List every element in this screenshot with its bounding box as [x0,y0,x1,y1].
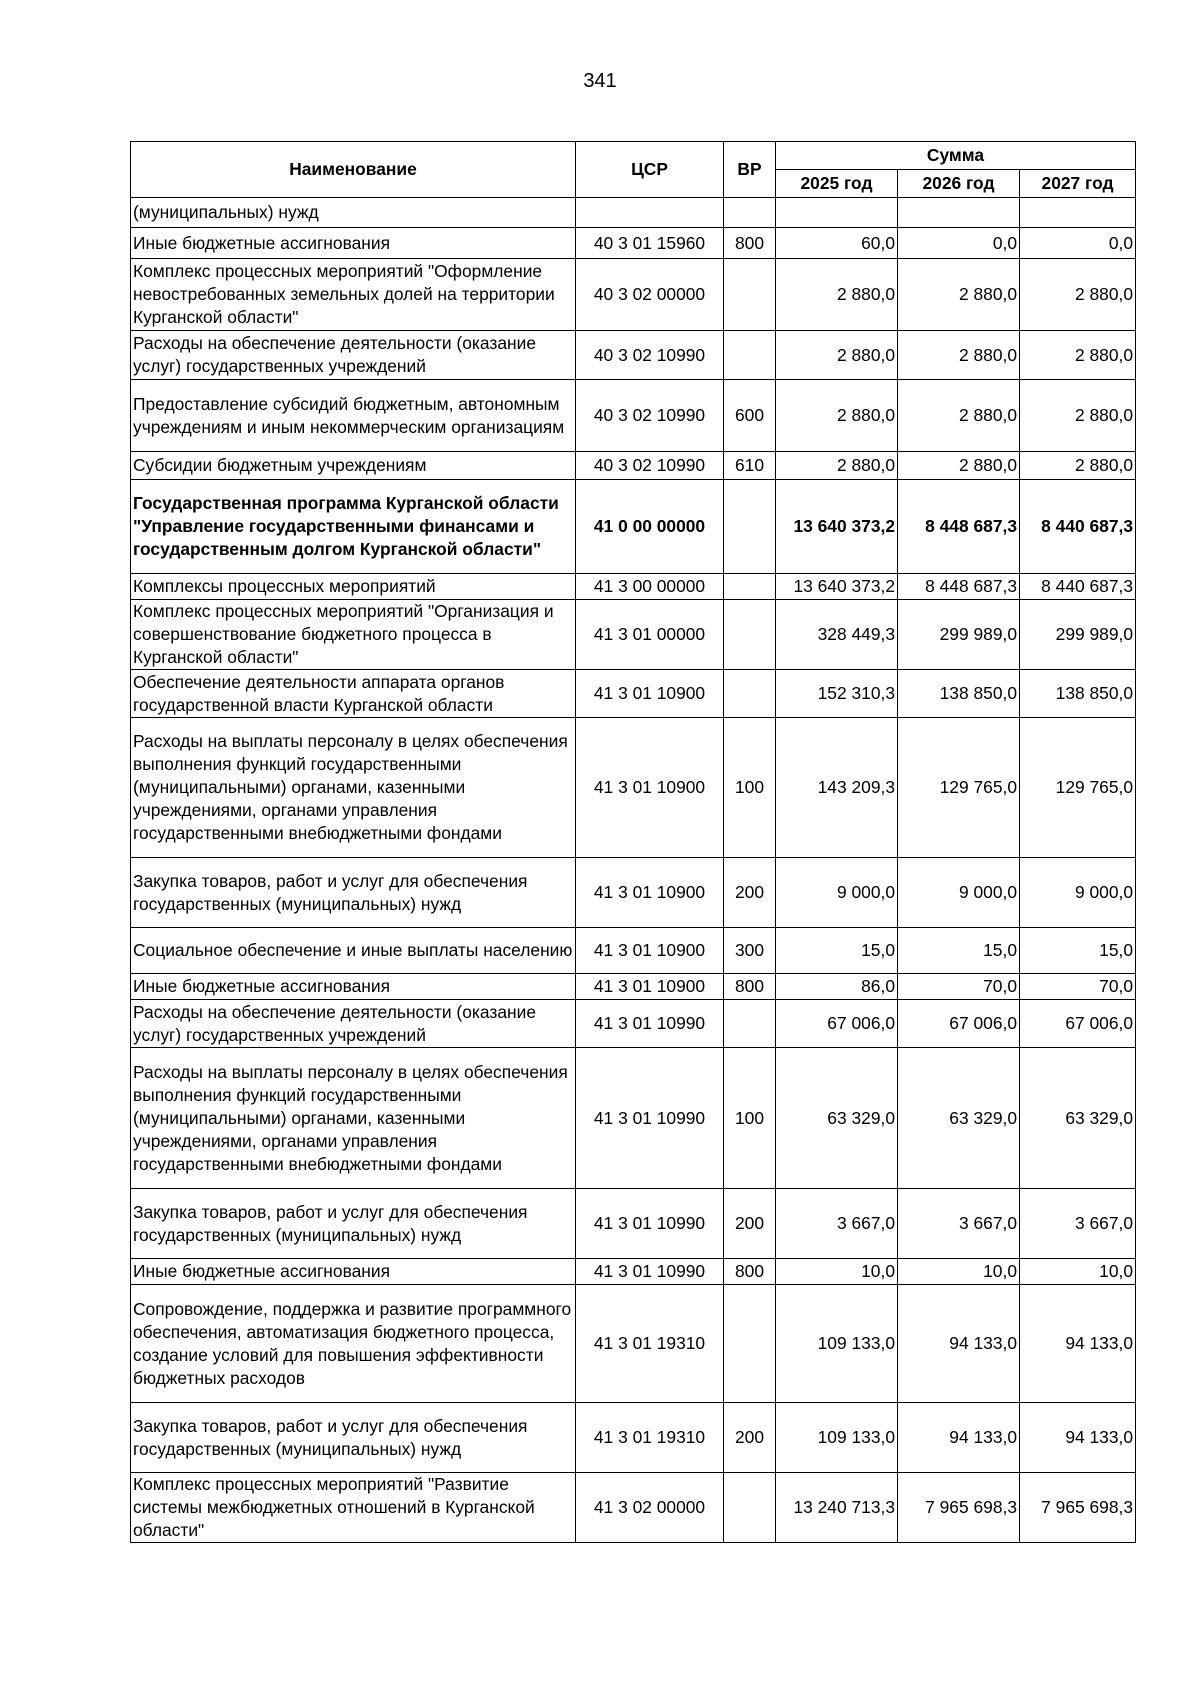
row-value-2026: 138 850,0 [898,670,1020,718]
row-csr: 40 3 02 10990 [576,331,724,380]
table-row [131,858,1136,928]
row-value-2027: 67 006,0 [1020,1000,1136,1048]
row-vr: 200 [724,1403,776,1473]
row-value-2025: 2 880,0 [776,259,898,331]
row-value-2027: 299 989,0 [1020,600,1136,670]
header-2027: 2027 год [1020,170,1136,198]
table-row [131,974,1136,1000]
row-vr: 600 [724,380,776,452]
row-csr: 41 3 01 10900 [576,858,724,928]
row-value-2026: 7 965 698,3 [898,1473,1020,1543]
row-value-2025: 2 880,0 [776,331,898,380]
row-vr [724,198,776,228]
header-vr: ВР [724,142,776,198]
table-row [131,198,1136,228]
table-row [131,718,1136,858]
row-csr: 41 3 01 19310 [576,1403,724,1473]
row-vr: 200 [724,858,776,928]
row-csr: 41 3 01 10990 [576,1189,724,1259]
row-value-2026: 70,0 [898,974,1020,1000]
row-vr: 610 [724,452,776,480]
row-vr [724,600,776,670]
row-value-2025: 2 880,0 [776,452,898,480]
table-row [131,1285,1136,1403]
row-csr: 41 3 01 10900 [576,670,724,718]
row-name: Расходы на обеспечение деятельности (оказание услуг) государственных учреждений [131,331,576,380]
row-value-2025: 63 329,0 [776,1048,898,1189]
row-name: Иные бюджетные ассигнования [131,1259,576,1285]
row-csr: 41 3 02 00000 [576,1473,724,1543]
row-value-2025: 10,0 [776,1259,898,1285]
row-name: Предоставление субсидий бюджетным, автономным учреждениям и иным некоммерческим организациям [131,380,576,452]
table-row [131,1189,1136,1259]
row-value-2027: 3 667,0 [1020,1189,1136,1259]
row-vr [724,1285,776,1403]
row-name: Обеспечение деятельности аппарата органов государственной власти Курганской области [131,670,576,718]
row-csr: 41 3 01 10900 [576,928,724,974]
row-value-2026: 299 989,0 [898,600,1020,670]
row-name: Комплексы процессных мероприятий [131,574,576,600]
row-value-2025: 328 449,3 [776,600,898,670]
header-2025: 2025 год [776,170,898,198]
row-value-2025: 3 667,0 [776,1189,898,1259]
row-value-2026: 8 448 687,3 [898,574,1020,600]
row-csr: 41 3 01 19310 [576,1285,724,1403]
row-csr: 41 3 01 10900 [576,718,724,858]
header-csr: ЦСР [576,142,724,198]
page-number: 341 [583,70,617,92]
row-value-2026: 2 880,0 [898,380,1020,452]
row-value-2027: 9 000,0 [1020,858,1136,928]
row-vr: 300 [724,928,776,974]
row-csr [576,198,724,228]
row-csr: 41 3 01 10990 [576,1000,724,1048]
row-name: Расходы на выплаты персоналу в целях обеспечения выполнения функций государственными (муниципальными) органами, казенными учреждениями, органами управления государственными внебюджетными фондами [131,1048,576,1189]
row-value-2025: 13 640 373,2 [776,480,898,574]
row-vr [724,480,776,574]
table-row [131,574,1136,600]
row-vr [724,1473,776,1543]
row-name: Расходы на обеспечение деятельности (оказание услуг) государственных учреждений [131,1000,576,1048]
row-value-2025: 9 000,0 [776,858,898,928]
row-vr: 100 [724,1048,776,1189]
header-2026: 2026 год [898,170,1020,198]
row-value-2027: 2 880,0 [1020,259,1136,331]
row-name: Иные бюджетные ассигнования [131,228,576,259]
row-value-2026: 9 000,0 [898,858,1020,928]
row-value-2027: 10,0 [1020,1259,1136,1285]
row-value-2026: 63 329,0 [898,1048,1020,1189]
table-row [131,1048,1136,1189]
row-value-2026: 2 880,0 [898,331,1020,380]
row-vr: 800 [724,974,776,1000]
table-row [131,480,1136,574]
row-value-2025: 67 006,0 [776,1000,898,1048]
row-value-2027: 0,0 [1020,228,1136,259]
table-row [131,259,1136,331]
row-value-2025: 60,0 [776,228,898,259]
row-value-2025: 15,0 [776,928,898,974]
table-row [131,331,1136,380]
row-value-2026: 129 765,0 [898,718,1020,858]
row-value-2027: 2 880,0 [1020,331,1136,380]
row-csr: 40 3 01 15960 [576,228,724,259]
row-csr: 41 3 01 10990 [576,1048,724,1189]
row-name: Социальное обеспечение и иные выплаты населению [131,928,576,974]
row-value-2027: 94 133,0 [1020,1403,1136,1473]
row-name: Закупка товаров, работ и услуг для обеспечения государственных (муниципальных) нужд [131,858,576,928]
row-vr [724,670,776,718]
row-value-2025 [776,198,898,228]
row-vr [724,259,776,331]
row-csr: 41 3 01 10900 [576,974,724,1000]
row-value-2026: 2 880,0 [898,259,1020,331]
table-row [131,670,1136,718]
row-name: Комплекс процессных мероприятий "Развитие системы межбюджетных отношений в Курганской области" [131,1473,576,1543]
row-value-2027 [1020,198,1136,228]
row-value-2026: 15,0 [898,928,1020,974]
row-value-2027: 138 850,0 [1020,670,1136,718]
row-value-2027: 7 965 698,3 [1020,1473,1136,1543]
row-value-2027: 94 133,0 [1020,1285,1136,1403]
table-row [131,928,1136,974]
row-value-2026: 10,0 [898,1259,1020,1285]
row-value-2026: 67 006,0 [898,1000,1020,1048]
row-csr: 40 3 02 00000 [576,259,724,331]
row-value-2025: 13 640 373,2 [776,574,898,600]
row-vr [724,331,776,380]
table-row [131,228,1136,259]
row-value-2026: 94 133,0 [898,1285,1020,1403]
row-value-2027: 8 440 687,3 [1020,574,1136,600]
row-value-2027: 15,0 [1020,928,1136,974]
row-csr: 40 3 02 10990 [576,380,724,452]
row-value-2025: 86,0 [776,974,898,1000]
header-sum: Сумма [776,142,1136,170]
table-row [131,1259,1136,1285]
row-vr [724,1000,776,1048]
row-value-2027: 63 329,0 [1020,1048,1136,1189]
table-row [131,1000,1136,1048]
row-value-2025: 152 310,3 [776,670,898,718]
table-row [131,600,1136,670]
row-value-2027: 2 880,0 [1020,452,1136,480]
row-value-2026: 3 667,0 [898,1189,1020,1259]
row-csr: 40 3 02 10990 [576,452,724,480]
row-value-2027: 8 440 687,3 [1020,480,1136,574]
table-row [131,1473,1136,1543]
row-value-2026: 94 133,0 [898,1403,1020,1473]
row-value-2026: 2 880,0 [898,452,1020,480]
row-vr: 800 [724,1259,776,1285]
row-vr: 800 [724,228,776,259]
table-row [131,452,1136,480]
row-vr [724,574,776,600]
row-name: Иные бюджетные ассигнования [131,974,576,1000]
row-name: Закупка товаров, работ и услуг для обеспечения государственных (муниципальных) нужд [131,1403,576,1473]
row-csr: 41 0 00 00000 [576,480,724,574]
row-csr: 41 3 01 10990 [576,1259,724,1285]
header-name: Наименование [131,142,576,198]
row-name: (муниципальных) нужд [131,198,576,228]
table-row [131,1403,1136,1473]
row-csr: 41 3 01 00000 [576,600,724,670]
table-row [131,380,1136,452]
row-value-2025: 109 133,0 [776,1285,898,1403]
row-value-2026 [898,198,1020,228]
row-value-2025: 2 880,0 [776,380,898,452]
row-name: Комплекс процессных мероприятий "Организация и совершенствование бюджетного процесса в Курганской области" [131,600,576,670]
row-name: Государственная программа Курганской области "Управление государственными финансами и государственным долгом Курганской области" [131,480,576,574]
row-value-2027: 129 765,0 [1020,718,1136,858]
row-csr: 41 3 00 00000 [576,574,724,600]
row-name: Закупка товаров, работ и услуг для обеспечения государственных (муниципальных) нужд [131,1189,576,1259]
row-value-2027: 70,0 [1020,974,1136,1000]
row-value-2027: 2 880,0 [1020,380,1136,452]
row-value-2026: 8 448 687,3 [898,480,1020,574]
row-vr: 100 [724,718,776,858]
row-value-2025: 109 133,0 [776,1403,898,1473]
row-value-2025: 13 240 713,3 [776,1473,898,1543]
row-name: Расходы на выплаты персоналу в целях обеспечения выполнения функций государственными (муниципальными) органами, казенными учреждениями, органами управления государственными внебюджетными фондами [131,718,576,858]
row-vr: 200 [724,1189,776,1259]
budget-table [130,141,1136,1543]
row-name: Сопровождение, поддержка и развитие программного обеспечения, автоматизация бюджетного процесса, создание условий для повышения эффективности бюджетных расходов [131,1285,576,1403]
row-value-2025: 143 209,3 [776,718,898,858]
row-value-2026: 0,0 [898,228,1020,259]
row-name: Субсидии бюджетным учреждениям [131,452,576,480]
row-name: Комплекс процессных мероприятий "Оформление невостребованных земельных долей на территории Курганской области" [131,259,576,331]
